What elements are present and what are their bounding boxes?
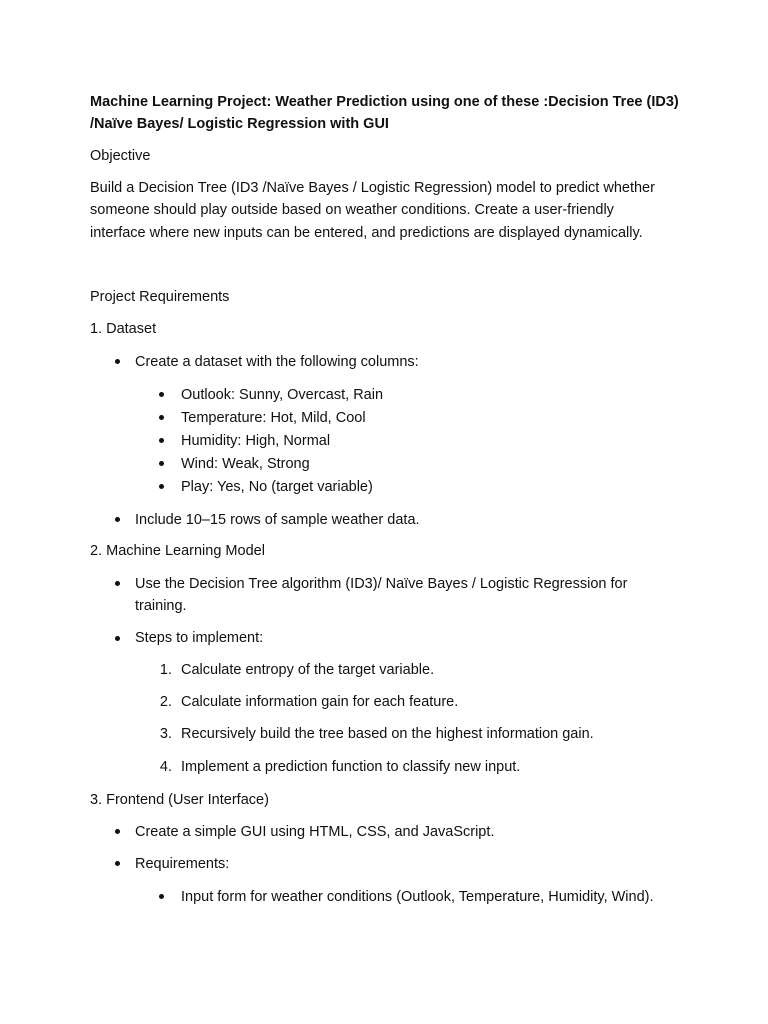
objective-paragraph-line-2: someone should play outside based on weather conditions. Create a user-friendly	[90, 202, 614, 218]
objective-paragraph-line-1: Build a Decision Tree (ID3 /Naïve Bayes / Logistic Regression) model to predict whether	[90, 180, 655, 196]
requirements-heading: Project Requirements	[90, 289, 230, 305]
bullet-icon	[159, 461, 164, 466]
dataset-column-temperature: Temperature: Hot, Mild, Cool	[181, 410, 366, 426]
bullet-icon	[159, 894, 164, 899]
dataset-column-wind: Wind: Weak, Strong	[181, 456, 310, 472]
bullet-icon	[115, 861, 120, 866]
bullet-icon	[159, 484, 164, 489]
bullet-icon	[159, 415, 164, 420]
model-bullet-1-line-2: training.	[135, 598, 187, 614]
frontend-heading: 3. Frontend (User Interface)	[90, 792, 269, 808]
dataset-column-humidity: Humidity: High, Normal	[181, 433, 331, 449]
step-number: 2.	[159, 694, 172, 710]
bullet-icon	[115, 581, 120, 586]
bullet-icon	[159, 392, 164, 397]
dataset-column-outlook: Outlook: Sunny, Overcast, Rain	[181, 387, 384, 403]
model-heading: 2. Machine Learning Model	[90, 543, 265, 559]
frontend-sub-bullet-1: Input form for weather conditions (Outlook, Temperature, Humidity, Wind).	[181, 889, 654, 905]
step-text: Calculate information gain for each feature.	[181, 694, 459, 710]
dataset-heading: 1. Dataset	[90, 321, 157, 337]
bullet-icon	[115, 517, 120, 522]
step-text: Implement a prediction function to classify new input.	[181, 759, 521, 775]
step-text: Calculate entropy of the target variable.	[181, 662, 435, 678]
frontend-bullet-2: Requirements:	[135, 856, 230, 872]
model-bullet-2: Steps to implement:	[135, 630, 264, 646]
model-bullet-1-line-1: Use the Decision Tree algorithm (ID3)/ Naïve Bayes / Logistic Regression for	[135, 576, 628, 592]
step-number: 3.	[159, 726, 172, 742]
dataset-bullet-1: Create a dataset with the following columns:	[135, 354, 419, 370]
objective-paragraph-line-3: interface where new inputs can be entered, and predictions are displayed dynamically.	[90, 225, 643, 241]
bullet-icon	[115, 829, 120, 834]
step-number: 4.	[159, 759, 172, 775]
dataset-column-play: Play: Yes, No (target variable)	[181, 479, 373, 495]
step-text: Recursively build the tree based on the highest information gain.	[181, 726, 594, 742]
bullet-icon	[159, 438, 164, 443]
objective-heading: Objective	[90, 148, 151, 164]
bullet-icon	[115, 359, 120, 364]
bullet-icon	[115, 636, 120, 641]
document-title-line-1: Machine Learning Project: Weather Prediction using one of these :Decision Tree (ID3)	[90, 94, 679, 110]
dataset-bullet-2: Include 10–15 rows of sample weather data.	[135, 512, 420, 528]
step-number: 1.	[159, 662, 172, 678]
frontend-bullet-1: Create a simple GUI using HTML, CSS, and JavaScript.	[135, 824, 495, 840]
document-title-line-2: /Naïve Bayes/ Logistic Regression with GUI	[90, 116, 389, 132]
